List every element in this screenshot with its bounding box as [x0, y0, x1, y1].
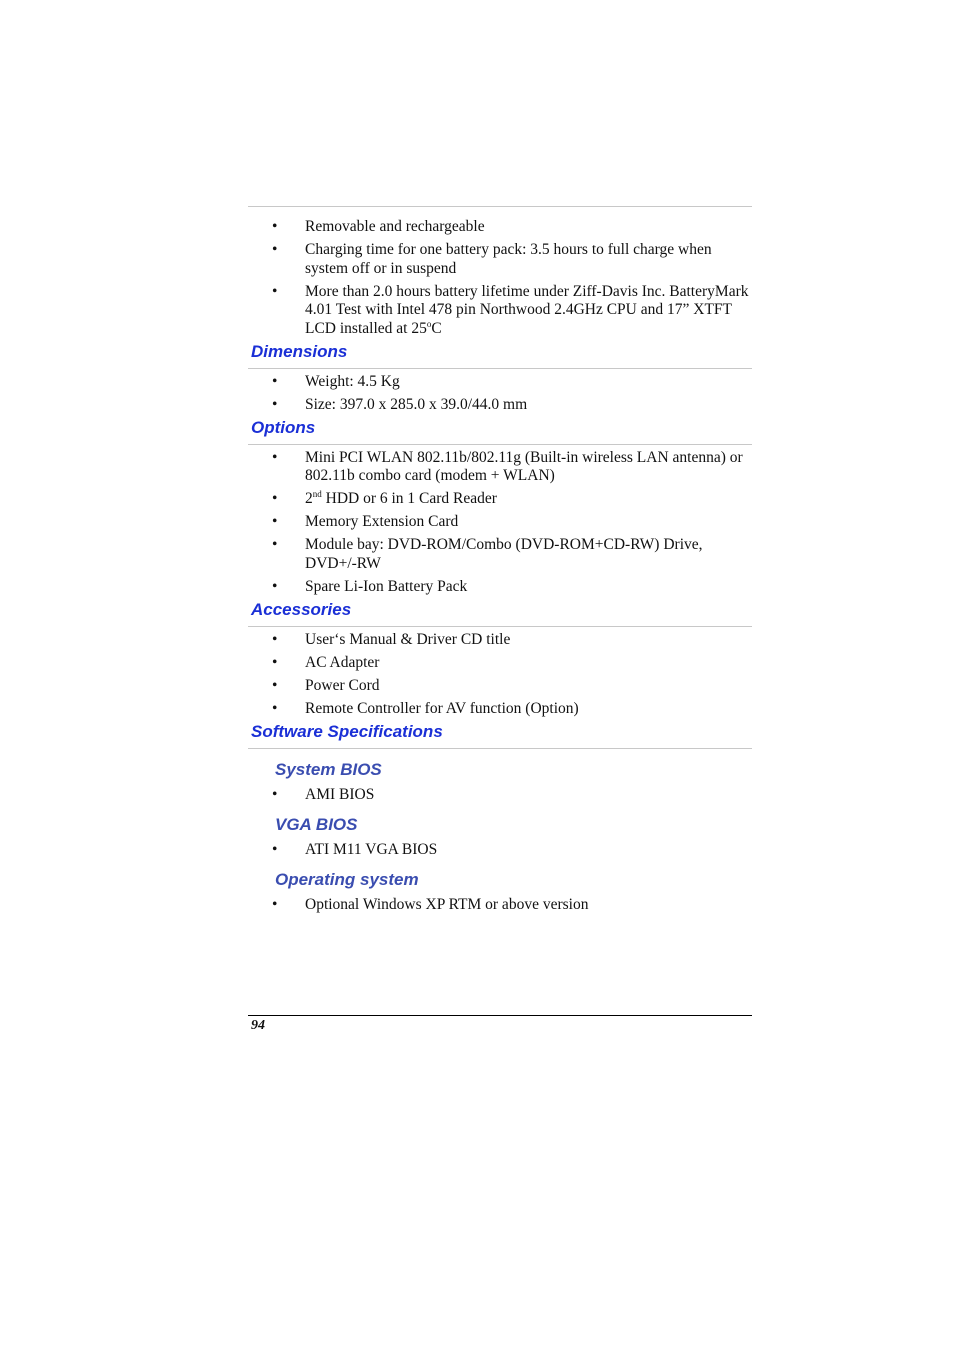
list-item: • Memory Extension Card: [272, 513, 459, 530]
bullet: •: [272, 513, 278, 530]
section-divider: [248, 626, 752, 627]
bullet: •: [272, 653, 278, 671]
battery-list: [248, 218, 752, 338]
section-heading-dimensions: Dimensions: [251, 341, 348, 361]
section-heading-options: Options: [251, 417, 316, 437]
list-item: • AMI BIOS: [272, 785, 375, 803]
bullet: •: [272, 241, 278, 258]
list-item: • Mini PCI WLAN 802.11b/802.11g (Built-in wireless LAN antenna) or 802.11b combo card (modem + WLAN): [272, 448, 743, 484]
bullet: •: [272, 630, 278, 648]
list-item: • Module bay: DVD-ROM/Combo (DVD-ROM+CD-RW) Drive, DVD+/-RW: [272, 536, 703, 572]
list-item: • Charging time for one battery pack: 3.5 hours to full charge when system off or in suspend: [272, 241, 712, 277]
bullet: •: [272, 490, 278, 507]
section-divider: [248, 444, 752, 445]
bullet: •: [272, 448, 278, 466]
options-list: [248, 449, 752, 597]
list-item: • User‘s Manual & Driver CD title: [272, 630, 511, 648]
list-item: • More than 2.0 hours battery lifetime under Ziff-Davis Inc. BatteryMark 4.01 Test with Intel 478 pin Northwood 2.4GHz CPU and 17” XTFT LCD installed at 25$^o$C: [272, 282, 749, 337]
list-item: • 2nd HDD or 6 in 1 Card Reader: [272, 488, 497, 507]
list-item: • Weight: 4.5 Kg: [272, 372, 400, 390]
section-divider: [248, 748, 752, 749]
document-page: [248, 206, 752, 919]
footer-divider: [248, 1015, 752, 1016]
section-heading-accessories: Accessories: [251, 599, 352, 619]
operating-system-list: [248, 896, 752, 915]
list-item: • Remote Controller for AV function (Option): [272, 699, 579, 717]
list-item: • Removable and rechargeable: [272, 218, 485, 235]
list-item: • Size: 397.0 x 285.0 x 39.0/44.0 mm: [272, 395, 528, 413]
bullet: •: [272, 536, 278, 553]
vga-bios-list: [248, 841, 752, 860]
dimensions-list: [248, 373, 752, 415]
bullet: •: [272, 676, 278, 694]
system-bios-list: [248, 786, 752, 805]
list-item: • AC Adapter: [272, 653, 380, 671]
list-item: • Spare Li-Ion Battery Pack: [272, 577, 468, 595]
page-number: 94: [251, 1018, 265, 1033]
list-item: • Power Cord: [272, 676, 380, 694]
section-divider: [248, 368, 752, 369]
subheading-operating-system: Operating system: [275, 869, 419, 889]
subheading-vga-bios: VGA BIOS: [275, 815, 358, 834]
bullet: •: [272, 282, 278, 300]
bullet: •: [272, 372, 278, 390]
bullet: •: [272, 895, 278, 913]
bullet: •: [272, 395, 278, 413]
section-divider: [248, 206, 752, 207]
bullet: •: [272, 841, 278, 858]
bullet: •: [272, 699, 278, 717]
bullet: •: [272, 577, 278, 595]
accessories-list: [248, 631, 752, 719]
list-item: • ATI M11 VGA BIOS: [272, 841, 438, 858]
subheading-system-bios: System BIOS: [275, 759, 382, 779]
list-item: • Optional Windows XP RTM or above version: [272, 895, 589, 913]
bullet: •: [272, 785, 278, 803]
bullet: •: [272, 218, 278, 235]
section-heading-software: Software Specifications: [251, 721, 443, 741]
